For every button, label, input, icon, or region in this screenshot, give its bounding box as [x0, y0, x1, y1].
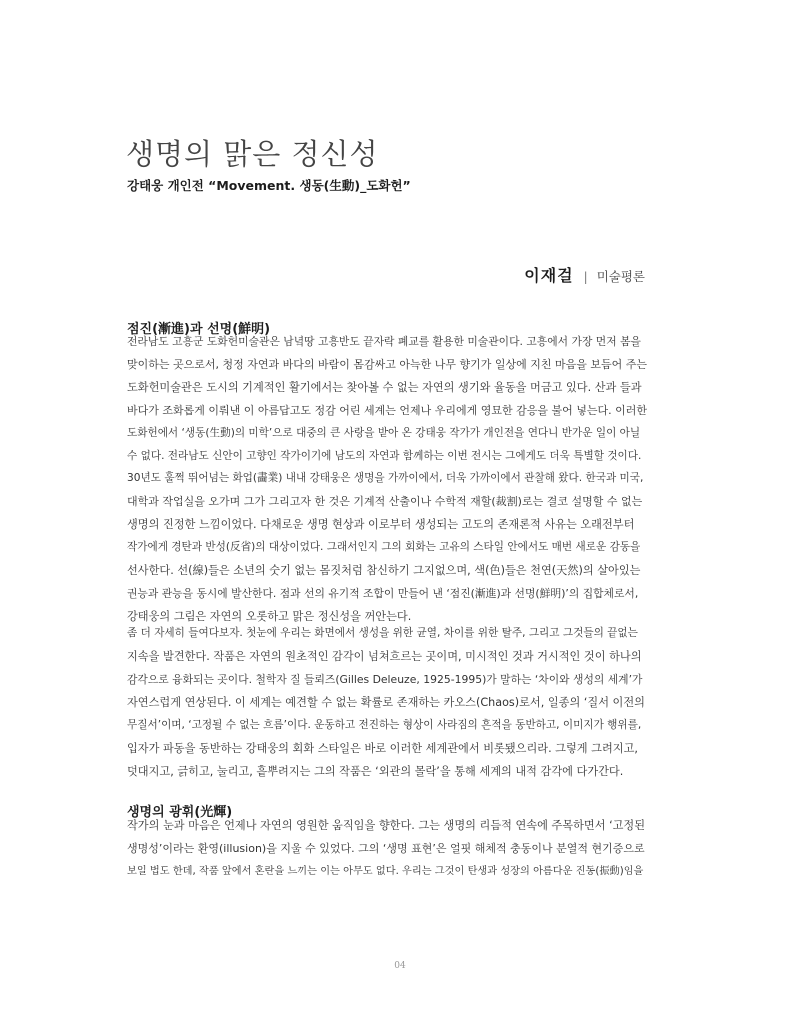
author-role: 미술평론: [596, 269, 645, 284]
text-line: 덧대지고, 긁히고, 눌리고, 흩뿌려지는 그의 작품은 ‘외관의 몰락’을 통해 세계의 내적 감각에 다가간다.: [127, 765, 624, 778]
body-paragraph: [127, 622, 647, 783]
text-line: 생명의 진정한 느낌이었다. 다채로운 생명 현상과 이로부터 생성되는 고도의 존재론적 사유는 오래전부터: [127, 518, 635, 531]
text-line: 보일 법도 한데, 작품 앞에서 혼란을 느끼는 이는 아무도 없다. 우리는 그것이 탄생과 성장의 아름다운 진동(振動)임을: [127, 866, 644, 877]
page-number: 04: [394, 961, 406, 971]
text-line: 생명성’이라는 환영(illusion)을 지울 수 있었다. 그의 ‘생명 표현’은 얼핏 해체적 충동이나 분열적 현기증으로: [127, 842, 645, 855]
text-line: 대학과 작업실을 오가며 그가 그리고자 한 것은 기계적 산출이나 수학적 재할(裁割)로는 결코 설명할 수 없는: [127, 495, 643, 508]
author-name: 이재걸: [524, 266, 574, 285]
text-line: 전라남도 고흥군 도화헌미술관은 남녘땅 고흥반도 끝자락 폐교를 활용한 미술관이다. 고흥에서 가장 먼저 봄을: [127, 335, 641, 348]
text-line: 무질서’이며, ‘고정될 수 없는 흐름’이다. 운동하고 전진하는 형상이 사라짐의 흔적을 동반하고, 이미지가 행위를,: [127, 719, 642, 731]
text-line: 감각으로 융화되는 곳이다. 철학자 질 들뢰즈(Gilles Deleuze, 1925-1995)가 말하는 ‘차이와 생성의 세계’가: [127, 673, 643, 686]
text-line: 바다가 조화롭게 이뤄낸 이 아름답고도 정감 어린 세계는 언제나 우리에게 영묘한 감응을 불어 넣는다. 이러한: [127, 404, 647, 417]
text-line: 지속을 발견한다. 작품은 자연의 원초적인 감각이 넘쳐흐르는 곳이며, 미시적인 것과 거시적인 것이 하나의: [127, 650, 642, 663]
body-paragraph: [127, 814, 647, 883]
author-byline: [524, 263, 645, 286]
text-line: 좀 더 자세히 들여다보자. 첫눈에 우리는 화면에서 생성을 위한 균열, 차이를 위한 탈주, 그리고 그것들의 끝없는: [127, 627, 638, 639]
text-line: 맞이하는 곳으로서, 청정 자연과 바다의 바람이 몸감싸고 아늑한 나무 향기가 일상에 지친 마음을 보듬어 주는: [127, 358, 647, 371]
text-line: 도화헌에서 ‘생동(生動)의 미학’으로 대중의 큰 사랑을 받아 온 강태웅 작가가 개인전을 연다니 반가운 일이 아닐: [127, 427, 641, 439]
text-line: 수 없다. 전라남도 신안이 고향인 작가이기에 남도의 자연과 함께하는 이번 전시는 그에게도 더욱 특별할 것이다.: [127, 450, 642, 462]
author-separator: |: [583, 270, 588, 284]
section-heading: 생명의 광휘(光輝): [127, 805, 233, 820]
article-subtitle: 강태웅 개인전 “Movement. 생동(生動)_도화헌”: [127, 178, 411, 193]
body-paragraph: [127, 467, 647, 628]
text-line: 권능과 관능을 동시에 발산한다. 점과 선의 유기적 조합이 만들어 낸 ‘점진(漸進)과 선명(鮮明)’의 집합체로서,: [127, 587, 639, 600]
text-line: 선사한다. 선(線)들은 소년의 숫기 없는 몸짓처럼 참신하기 그지없으며, 색(色)들은 천연(天然)의 살아있는: [127, 564, 641, 577]
text-line: 작가의 눈과 마음은 언제나 자연의 영원한 움직임을 향한다. 그는 생명의 리듬적 연속에 주목하면서 ‘고정된: [127, 819, 646, 832]
text-line: 도화헌미술관은 도시의 기계적인 활기에서는 찾아볼 수 없는 자연의 생기와 율동을 머금고 있다. 산과 들과: [127, 381, 642, 394]
body-paragraph: [127, 330, 647, 468]
text-line: 작가에게 경탄과 반성(反省)의 대상이었다. 그래서인지 그의 회화는 고유의 스타일 안에서도 매번 새로운 감동을: [127, 541, 641, 553]
article-title: 생명의 맑은 정신성: [126, 137, 379, 171]
text-line: 입자가 파동을 동반하는 강태웅의 회화 스타일은 바로 이러한 세계관에서 비롯됐으리라. 그렇게 그려지고,: [127, 742, 638, 755]
text-line: 강태웅의 그림은 자연의 오롯하고 맑은 정신성을 꺼안는다.: [127, 610, 412, 623]
text-line: 자연스럽게 연상된다. 이 세계는 예견할 수 없는 확률로 존재하는 카오스(Chaos)로서, 일종의 ‘질서 이전의: [127, 696, 645, 709]
section-heading: 점진(漸進)과 선명(鮮明): [127, 322, 271, 337]
text-line: 30년도 훌쩍 뛰어넘는 화업(畵業) 내내 강태웅은 생명을 가까이에서, 더욱 가까이에서 관찰해 왔다. 한국과 미국,: [127, 472, 644, 484]
